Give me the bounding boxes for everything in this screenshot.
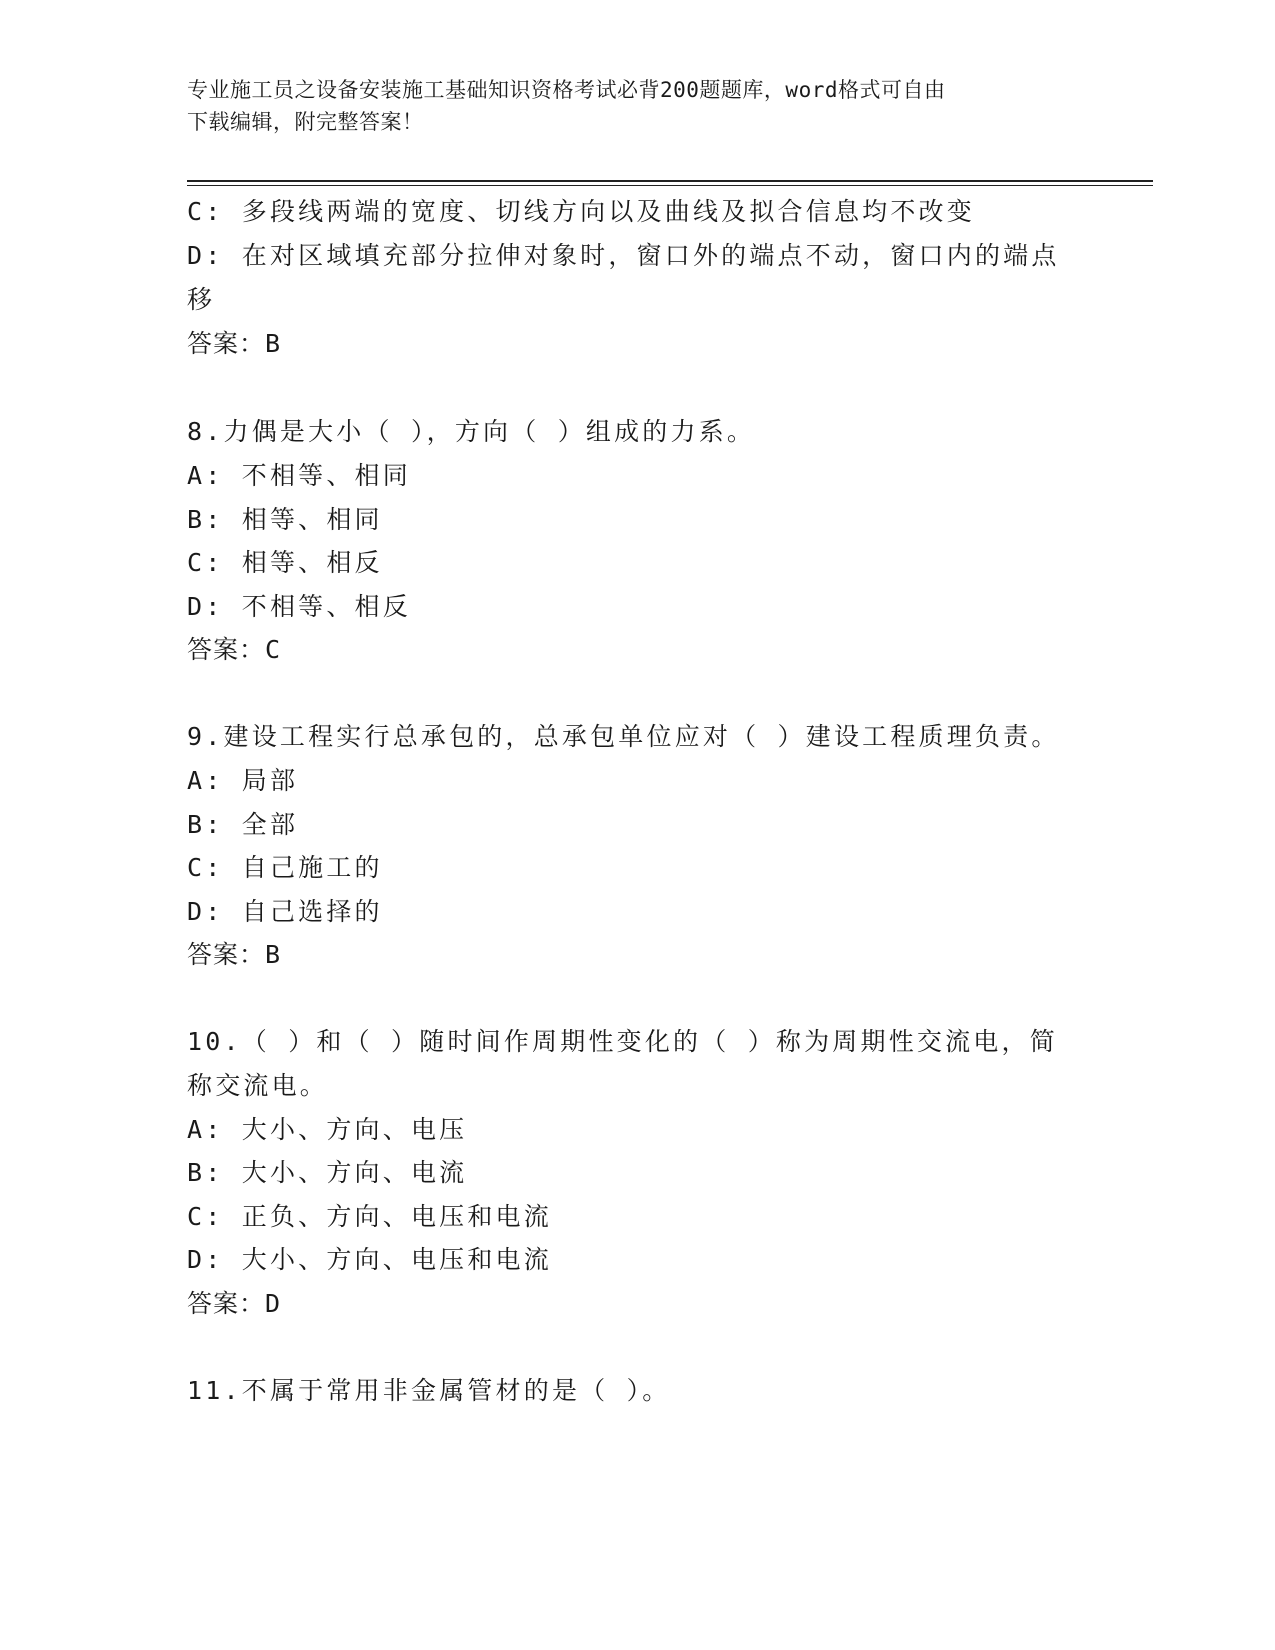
answer-label: 答案： <box>187 1289 266 1318</box>
document-header <box>187 74 1087 138</box>
option-a: A: 不相等、相同 <box>187 461 411 490</box>
option-c: C: 自己施工的 <box>187 853 383 882</box>
question-stem: 8.力偶是大小（ ），方向（ ）组成的力系。 <box>187 417 756 446</box>
option-d: D: 大小、方向、电压和电流 <box>187 1245 552 1274</box>
option-d: D: 自己选择的 <box>187 897 383 926</box>
answer-label: 答案： <box>187 635 266 664</box>
option-c: C: 多段线两端的宽度、切线方向以及曲线及拟合信息均不改变 <box>187 197 975 226</box>
header-divider-thin <box>187 185 1153 186</box>
answer-line <box>187 1284 281 1320</box>
answer-line <box>187 324 281 360</box>
header-title-line2: 下载编辑，附完整答案！ <box>187 110 424 134</box>
option-b: B: 全部 <box>187 810 299 839</box>
option-c: C: 相等、相反 <box>187 548 383 577</box>
answer-value: B <box>265 940 282 969</box>
option-a: A: 大小、方向、电压 <box>187 1115 468 1144</box>
question-stem: 11.不属于常用非金属管材的是（ ）。 <box>187 1376 671 1405</box>
option-b: B: 相等、相同 <box>187 505 383 534</box>
header-title-line1: 专业施工员之设备安装施工基础知识资格考试必背200题题库，word格式可自由 <box>187 78 946 102</box>
question-stem: 9.建设工程实行总承包的，总承包单位应对（ ）建设工程质理负责。 <box>187 722 1060 751</box>
question-stem: 10.（ ）和（ ）随时间作周期性变化的（ ）称为周期性交流电，简 <box>187 1027 1058 1056</box>
answer-line <box>187 935 281 971</box>
answer-label: 答案： <box>187 940 266 969</box>
answer-line <box>187 630 281 666</box>
option-c: C: 正负、方向、电压和电流 <box>187 1202 552 1231</box>
answer-value: B <box>265 329 282 358</box>
question-stem-continuation: 称交流电。 <box>187 1071 329 1100</box>
option-d: D: 在对区域填充部分拉伸对象时，窗口外的端点不动，窗口内的端点 <box>187 241 1060 270</box>
option-d-continuation: 移 <box>187 285 216 314</box>
answer-value: D <box>265 1289 282 1318</box>
answer-value: C <box>265 635 282 664</box>
header-divider-thick <box>187 180 1153 182</box>
option-a: A: 局部 <box>187 766 299 795</box>
option-b: B: 大小、方向、电流 <box>187 1158 468 1187</box>
answer-label: 答案： <box>187 329 266 358</box>
option-d: D: 不相等、相反 <box>187 592 411 621</box>
